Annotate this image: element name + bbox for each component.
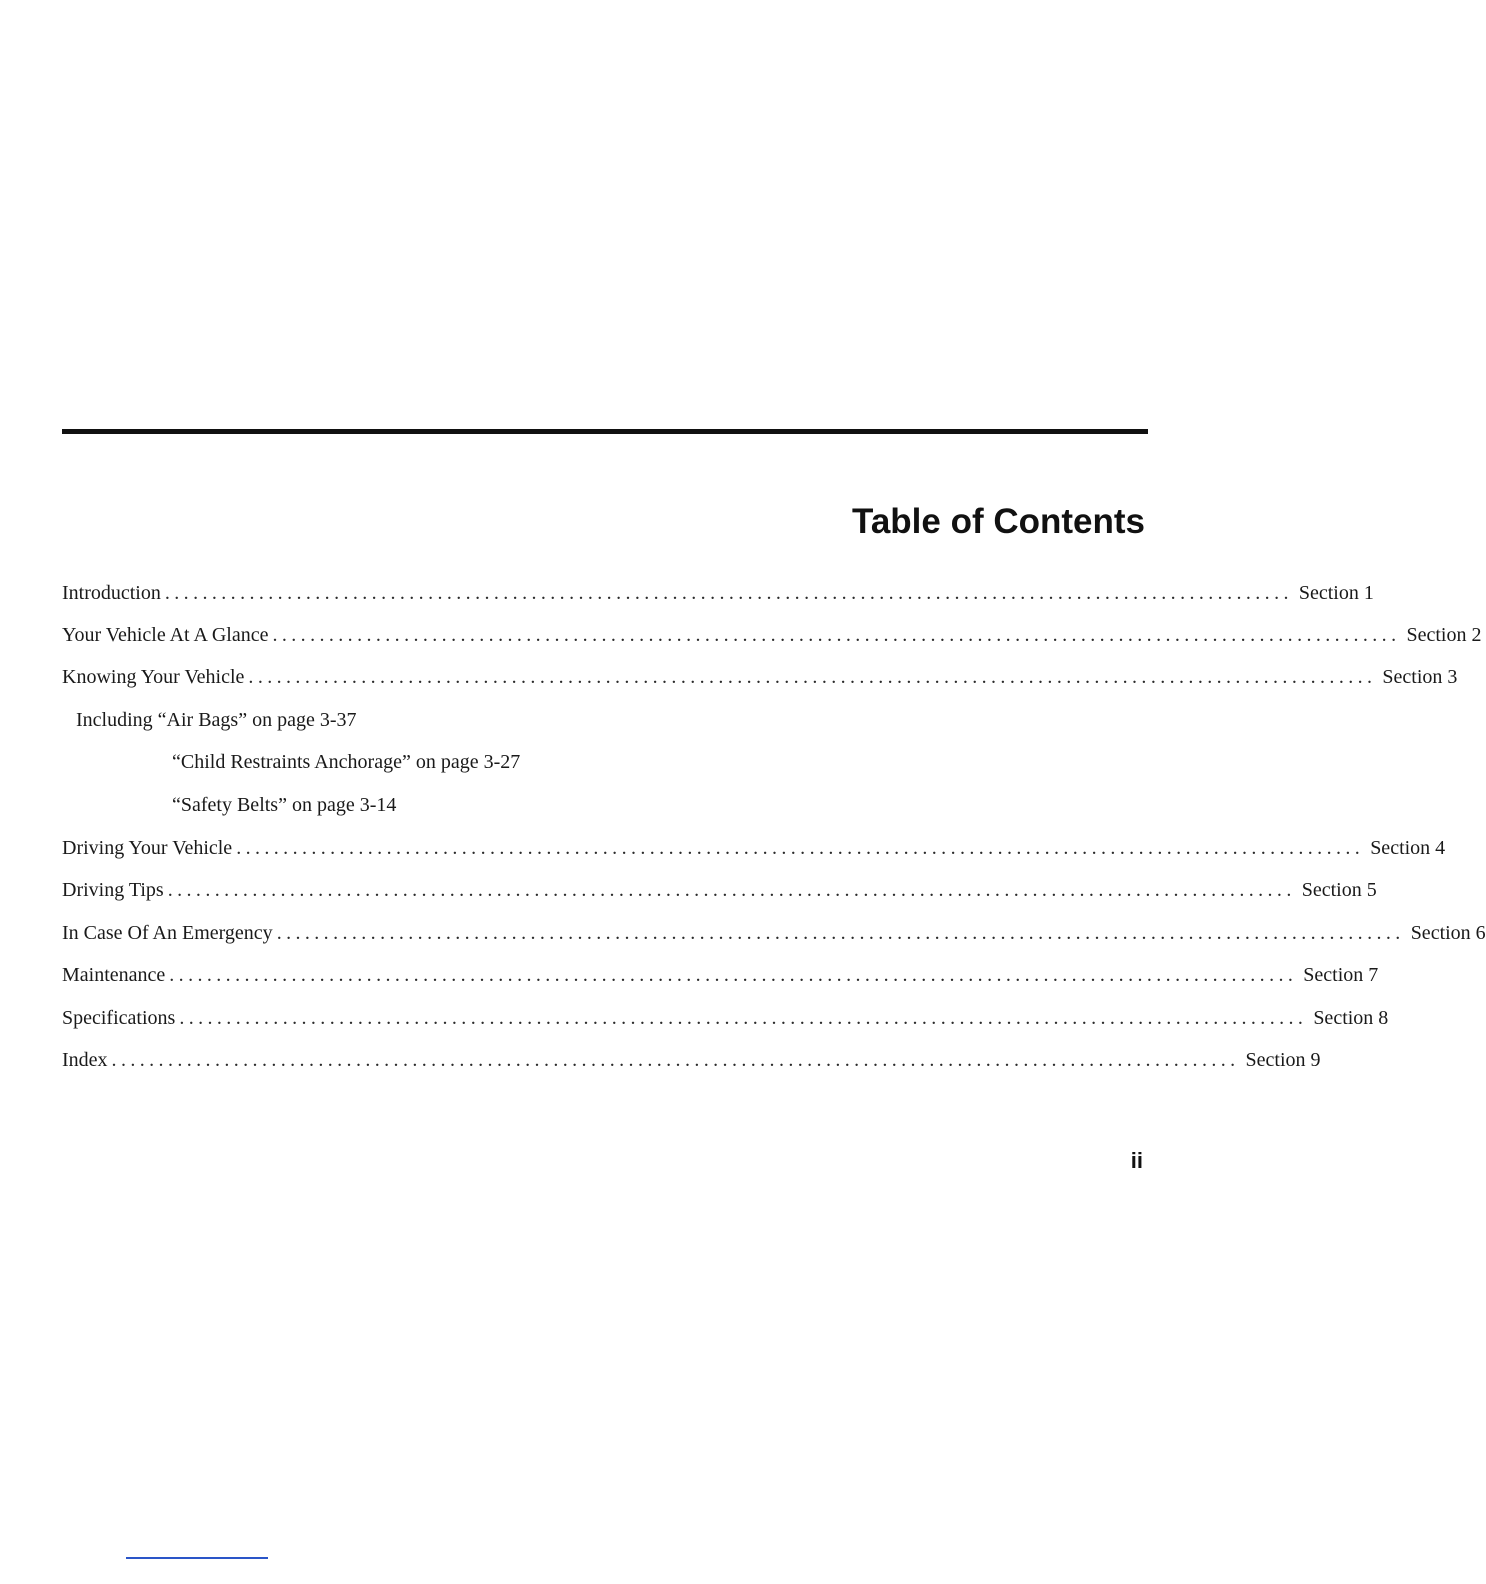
header-rule (62, 429, 1148, 434)
dot-leader: ........................................................................................................................ (272, 624, 1401, 646)
toc-entry-label: Specifications (62, 1007, 176, 1029)
footer-rule (126, 1557, 268, 1559)
toc-entry-in-case-of-an-emergency[interactable] (62, 918, 1486, 948)
page-title: Table of Contents (852, 502, 1145, 541)
dot-leader: ........................................................................................................................ (276, 922, 1405, 944)
dot-leader: ........................................................................................................................ (236, 837, 1365, 859)
dot-leader: ........................................................................................................................ (179, 1007, 1308, 1029)
dot-leader: ........................................................................................................................ (167, 879, 1296, 901)
toc-entry-label: In Case Of An Emergency (62, 922, 273, 944)
toc-entry-label: Driving Your Vehicle (62, 837, 233, 859)
toc-entry-section: Section 9 (1245, 1049, 1321, 1071)
toc-entry-your-vehicle-at-a-glance[interactable] (62, 620, 1482, 650)
dot-leader: ........................................................................................................................ (169, 964, 1298, 986)
toc-entry-section: Section 2 (1406, 624, 1482, 646)
toc-subentry-air-bags[interactable]: Including “Air Bags” on page 3-37 (76, 709, 357, 731)
toc-entry-label: Driving Tips (62, 879, 164, 901)
toc-entry-section: Section 4 (1370, 837, 1446, 859)
toc-entry-driving-your-vehicle[interactable] (62, 833, 1446, 863)
toc-entry-label: Index (62, 1049, 108, 1071)
toc-entry-section: Section 6 (1410, 922, 1486, 944)
toc-entry-driving-tips[interactable] (62, 875, 1377, 905)
toc-entry-introduction[interactable] (62, 578, 1374, 608)
dot-leader: ........................................................................................................................ (248, 666, 1377, 688)
toc-entry-section: Section 5 (1301, 879, 1377, 901)
toc-entry-knowing-your-vehicle[interactable] (62, 662, 1458, 692)
toc-entry-section: Section 1 (1298, 582, 1374, 604)
page-number: ii (1130, 1148, 1143, 1173)
dot-leader: ........................................................................................................................ (164, 582, 1293, 604)
dot-leader: ........................................................................................................................ (111, 1049, 1240, 1071)
toc-entry-index[interactable] (62, 1045, 1321, 1075)
toc-entry-section: Section 3 (1382, 666, 1458, 688)
toc-subentry-safety-belts[interactable]: “Safety Belts” on page 3-14 (172, 794, 397, 816)
toc-entry-label: Your Vehicle At A Glance (62, 624, 269, 646)
toc-entry-section: Section 7 (1303, 964, 1379, 986)
toc-subentry-child-restraints-anchorage[interactable]: “Child Restraints Anchorage” on page 3-27 (172, 751, 521, 773)
toc-entry-specifications[interactable] (62, 1003, 1389, 1033)
toc-entry-label: Introduction (62, 582, 161, 604)
toc-entry-maintenance[interactable] (62, 960, 1379, 990)
toc-entry-label: Knowing Your Vehicle (62, 666, 245, 688)
toc-entry-section: Section 8 (1313, 1007, 1389, 1029)
toc-entry-label: Maintenance (62, 964, 166, 986)
